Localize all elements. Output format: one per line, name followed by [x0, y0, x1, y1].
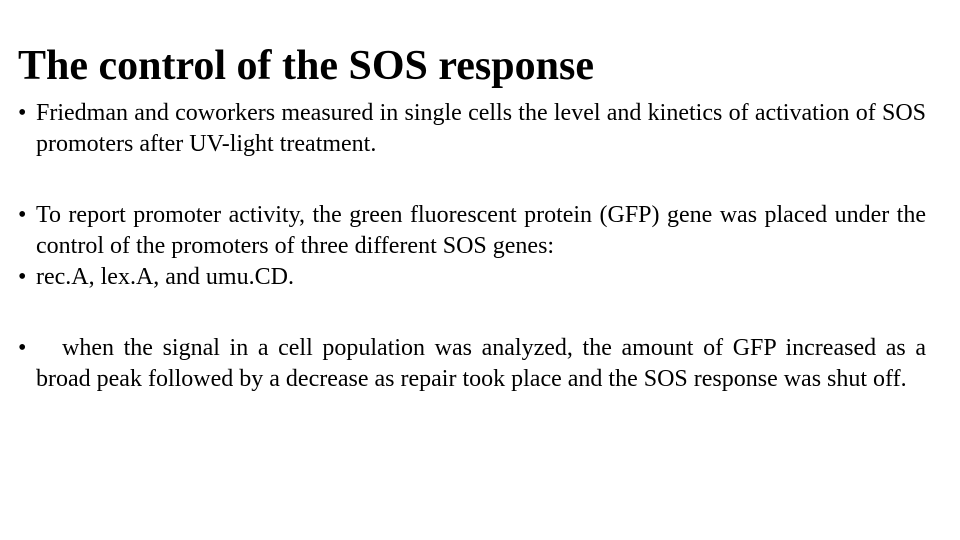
bullet-text: rec.A, lex.A, and umu.CD. — [36, 264, 294, 290]
bullet-text: To report promoter activity, the green fluorescent protein (GFP) gene was placed under the control of the promoters of three different SOS genes: — [36, 202, 926, 259]
bullet-item — [18, 333, 926, 395]
bullet-marker: • — [18, 202, 27, 228]
slide-title: The control of the SOS response — [18, 43, 594, 89]
bullet-marker: • — [18, 100, 27, 126]
bullet-text: Friedman and coworkers measured in single cells the level and kinetics of activation of SOS promoters after UV-light treatment. — [36, 100, 926, 157]
bullet-item — [18, 262, 926, 293]
bullet-marker: • — [18, 335, 27, 361]
bullet-text: when the signal in a cell population was analyzed, the amount of GFP increased as a broad peak followed by a decrease as repair took place and the SOS response was shut off. — [36, 335, 926, 392]
bullet-item — [18, 98, 926, 160]
bullet-marker: • — [18, 264, 27, 290]
bullet-item — [18, 200, 926, 262]
bullet-list — [18, 98, 926, 395]
